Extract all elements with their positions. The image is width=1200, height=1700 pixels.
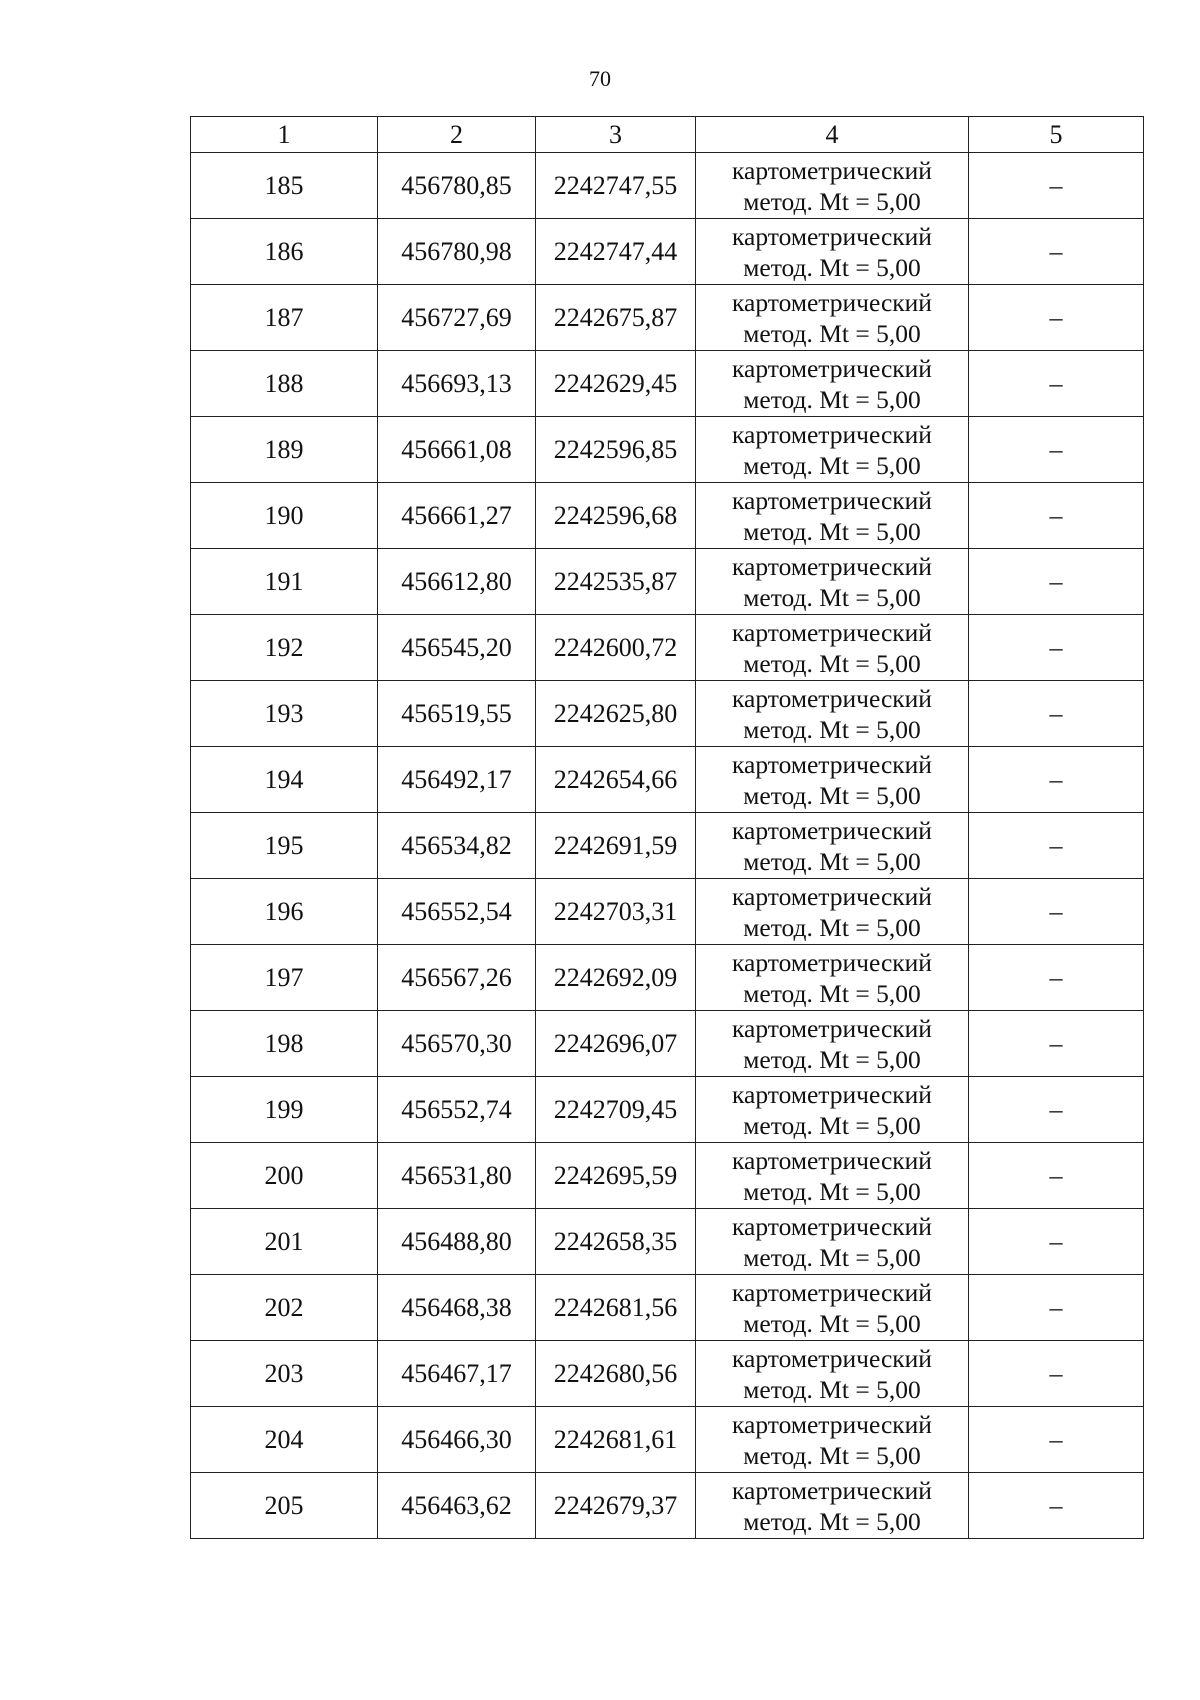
- point-number-cell: 190: [191, 483, 378, 549]
- note-cell: –: [969, 285, 1144, 351]
- table-row: [191, 483, 1144, 549]
- point-number-cell: 186: [191, 219, 378, 285]
- method-line-1: картометрический: [732, 1013, 932, 1043]
- method-line-2: метод. Mt = 5,00: [743, 582, 921, 612]
- table-row: [191, 1407, 1144, 1473]
- method-line-2: метод. Mt = 5,00: [743, 1308, 921, 1338]
- x-coordinate-cell: 456467,17: [378, 1341, 536, 1407]
- y-coordinate-cell: 2242696,07: [536, 1011, 696, 1077]
- table-row: [191, 1011, 1144, 1077]
- method-line-1: картометрический: [732, 1277, 932, 1307]
- y-coordinate-cell: 2242747,55: [536, 153, 696, 219]
- note-cell: –: [969, 1341, 1144, 1407]
- point-number-cell: 187: [191, 285, 378, 351]
- point-number-cell: 201: [191, 1209, 378, 1275]
- header-col-2: 2: [378, 117, 536, 153]
- point-number-cell: 202: [191, 1275, 378, 1341]
- table-row: [191, 681, 1144, 747]
- point-number-cell: 205: [191, 1473, 378, 1539]
- x-coordinate-cell: 456661,27: [378, 483, 536, 549]
- method-cell: [696, 417, 969, 483]
- method-line-1: картометрический: [732, 1079, 932, 1109]
- method-line-1: картометрический: [732, 551, 932, 581]
- note-cell: –: [969, 945, 1144, 1011]
- point-number-cell: 203: [191, 1341, 378, 1407]
- note-cell: –: [969, 879, 1144, 945]
- y-coordinate-cell: 2242675,87: [536, 285, 696, 351]
- method-line-2: метод. Mt = 5,00: [743, 1110, 921, 1140]
- method-line-1: картометрический: [732, 947, 932, 977]
- method-line-2: метод. Mt = 5,00: [743, 1176, 921, 1206]
- method-cell: [696, 945, 969, 1011]
- method-line-1: картометрический: [732, 1409, 932, 1439]
- method-cell: [696, 351, 969, 417]
- x-coordinate-cell: 456567,26: [378, 945, 536, 1011]
- method-line-2: метод. Mt = 5,00: [743, 1506, 921, 1536]
- y-coordinate-cell: 2242596,68: [536, 483, 696, 549]
- method-line-2: метод. Mt = 5,00: [743, 1440, 921, 1470]
- note-cell: –: [969, 549, 1144, 615]
- method-line-2: метод. Mt = 5,00: [743, 450, 921, 480]
- page-number: 70: [589, 66, 611, 91]
- table-body: [191, 153, 1144, 1539]
- x-coordinate-cell: 456488,80: [378, 1209, 536, 1275]
- point-number-cell: 185: [191, 153, 378, 219]
- method-cell: [696, 483, 969, 549]
- y-coordinate-cell: 2242709,45: [536, 1077, 696, 1143]
- point-number-cell: 189: [191, 417, 378, 483]
- method-line-2: метод. Mt = 5,00: [743, 978, 921, 1008]
- method-line-2: метод. Mt = 5,00: [743, 252, 921, 282]
- note-cell: –: [969, 1473, 1144, 1539]
- method-line-1: картометрический: [732, 617, 932, 647]
- method-line-1: картометрический: [732, 1475, 932, 1505]
- header-col-3: 3: [536, 117, 696, 153]
- y-coordinate-cell: 2242535,87: [536, 549, 696, 615]
- table-row: [191, 1473, 1144, 1539]
- point-number-cell: 196: [191, 879, 378, 945]
- method-line-1: картометрический: [732, 155, 932, 185]
- method-cell: [696, 219, 969, 285]
- y-coordinate-cell: 2242747,44: [536, 219, 696, 285]
- method-line-2: метод. Mt = 5,00: [743, 912, 921, 942]
- x-coordinate-cell: 456661,08: [378, 417, 536, 483]
- method-cell: [696, 1341, 969, 1407]
- y-coordinate-cell: 2242629,45: [536, 351, 696, 417]
- method-cell: [696, 1473, 969, 1539]
- method-cell: [696, 1077, 969, 1143]
- method-line-2: метод. Mt = 5,00: [743, 1374, 921, 1404]
- table-row: [191, 1077, 1144, 1143]
- note-cell: –: [969, 747, 1144, 813]
- x-coordinate-cell: 456545,20: [378, 615, 536, 681]
- point-number-cell: 199: [191, 1077, 378, 1143]
- x-coordinate-cell: 456780,85: [378, 153, 536, 219]
- y-coordinate-cell: 2242625,80: [536, 681, 696, 747]
- x-coordinate-cell: 456463,62: [378, 1473, 536, 1539]
- table-row: [191, 1209, 1144, 1275]
- header-row: [191, 117, 1144, 153]
- table-row: [191, 879, 1144, 945]
- y-coordinate-cell: 2242681,56: [536, 1275, 696, 1341]
- note-cell: –: [969, 153, 1144, 219]
- table-row: [191, 1143, 1144, 1209]
- method-line-2: метод. Mt = 5,00: [743, 516, 921, 546]
- table-row: [191, 945, 1144, 1011]
- method-line-1: картометрический: [732, 1343, 932, 1373]
- x-coordinate-cell: 456492,17: [378, 747, 536, 813]
- method-line-2: метод. Mt = 5,00: [743, 384, 921, 414]
- method-line-1: картометрический: [732, 353, 932, 383]
- coordinates-table: [190, 116, 1144, 1539]
- table-row: [191, 1341, 1144, 1407]
- note-cell: –: [969, 681, 1144, 747]
- method-line-2: метод. Mt = 5,00: [743, 846, 921, 876]
- method-cell: [696, 747, 969, 813]
- note-cell: –: [969, 1407, 1144, 1473]
- y-coordinate-cell: 2242703,31: [536, 879, 696, 945]
- note-cell: –: [969, 1209, 1144, 1275]
- x-coordinate-cell: 456519,55: [378, 681, 536, 747]
- y-coordinate-cell: 2242695,59: [536, 1143, 696, 1209]
- x-coordinate-cell: 456552,54: [378, 879, 536, 945]
- method-cell: [696, 285, 969, 351]
- method-line-2: метод. Mt = 5,00: [743, 1044, 921, 1074]
- point-number-cell: 197: [191, 945, 378, 1011]
- table-row: [191, 747, 1144, 813]
- method-line-2: метод. Mt = 5,00: [743, 780, 921, 810]
- header-col-4: 4: [696, 117, 969, 153]
- y-coordinate-cell: 2242658,35: [536, 1209, 696, 1275]
- x-coordinate-cell: 456534,82: [378, 813, 536, 879]
- method-cell: [696, 1011, 969, 1077]
- method-line-1: картометрический: [732, 485, 932, 515]
- table-row: [191, 153, 1144, 219]
- method-line-1: картометрический: [732, 221, 932, 251]
- point-number-cell: 195: [191, 813, 378, 879]
- method-line-1: картометрический: [732, 1211, 932, 1241]
- note-cell: –: [969, 1143, 1144, 1209]
- method-line-2: метод. Mt = 5,00: [743, 714, 921, 744]
- point-number-cell: 188: [191, 351, 378, 417]
- method-line-2: метод. Mt = 5,00: [743, 1242, 921, 1272]
- method-cell: [696, 615, 969, 681]
- table-row: [191, 615, 1144, 681]
- method-cell: [696, 1275, 969, 1341]
- point-number-cell: 192: [191, 615, 378, 681]
- y-coordinate-cell: 2242654,66: [536, 747, 696, 813]
- method-line-2: метод. Mt = 5,00: [743, 648, 921, 678]
- point-number-cell: 191: [191, 549, 378, 615]
- x-coordinate-cell: 456693,13: [378, 351, 536, 417]
- method-line-1: картометрический: [732, 287, 932, 317]
- x-coordinate-cell: 456468,38: [378, 1275, 536, 1341]
- y-coordinate-cell: 2242692,09: [536, 945, 696, 1011]
- y-coordinate-cell: 2242600,72: [536, 615, 696, 681]
- table-row: [191, 285, 1144, 351]
- x-coordinate-cell: 456466,30: [378, 1407, 536, 1473]
- table-row: [191, 813, 1144, 879]
- note-cell: –: [969, 417, 1144, 483]
- note-cell: –: [969, 351, 1144, 417]
- point-number-cell: 204: [191, 1407, 378, 1473]
- method-line-1: картометрический: [732, 683, 932, 713]
- method-line-1: картометрический: [732, 881, 932, 911]
- table-row: [191, 219, 1144, 285]
- note-cell: –: [969, 813, 1144, 879]
- note-cell: –: [969, 1275, 1144, 1341]
- method-cell: [696, 1407, 969, 1473]
- point-number-cell: 200: [191, 1143, 378, 1209]
- y-coordinate-cell: 2242680,56: [536, 1341, 696, 1407]
- point-number-cell: 194: [191, 747, 378, 813]
- note-cell: –: [969, 1077, 1144, 1143]
- y-coordinate-cell: 2242596,85: [536, 417, 696, 483]
- y-coordinate-cell: 2242679,37: [536, 1473, 696, 1539]
- method-line-1: картометрический: [732, 419, 932, 449]
- method-cell: [696, 879, 969, 945]
- method-cell: [696, 549, 969, 615]
- x-coordinate-cell: 456727,69: [378, 285, 536, 351]
- note-cell: –: [969, 483, 1144, 549]
- table-row: [191, 417, 1144, 483]
- method-cell: [696, 1143, 969, 1209]
- x-coordinate-cell: 456552,74: [378, 1077, 536, 1143]
- table-row: [191, 1275, 1144, 1341]
- method-line-1: картометрический: [732, 1145, 932, 1175]
- method-line-1: картометрический: [732, 749, 932, 779]
- x-coordinate-cell: 456570,30: [378, 1011, 536, 1077]
- x-coordinate-cell: 456612,80: [378, 549, 536, 615]
- y-coordinate-cell: 2242691,59: [536, 813, 696, 879]
- method-line-2: метод. Mt = 5,00: [743, 318, 921, 348]
- method-cell: [696, 1209, 969, 1275]
- note-cell: –: [969, 615, 1144, 681]
- x-coordinate-cell: 456531,80: [378, 1143, 536, 1209]
- method-line-2: метод. Mt = 5,00: [743, 186, 921, 216]
- x-coordinate-cell: 456780,98: [378, 219, 536, 285]
- table-row: [191, 549, 1144, 615]
- method-cell: [696, 153, 969, 219]
- header-col-1: 1: [191, 117, 378, 153]
- point-number-cell: 198: [191, 1011, 378, 1077]
- method-cell: [696, 813, 969, 879]
- y-coordinate-cell: 2242681,61: [536, 1407, 696, 1473]
- note-cell: –: [969, 219, 1144, 285]
- header-col-5: 5: [969, 117, 1144, 153]
- method-line-1: картометрический: [732, 815, 932, 845]
- note-cell: –: [969, 1011, 1144, 1077]
- method-cell: [696, 681, 969, 747]
- point-number-cell: 193: [191, 681, 378, 747]
- table-row: [191, 351, 1144, 417]
